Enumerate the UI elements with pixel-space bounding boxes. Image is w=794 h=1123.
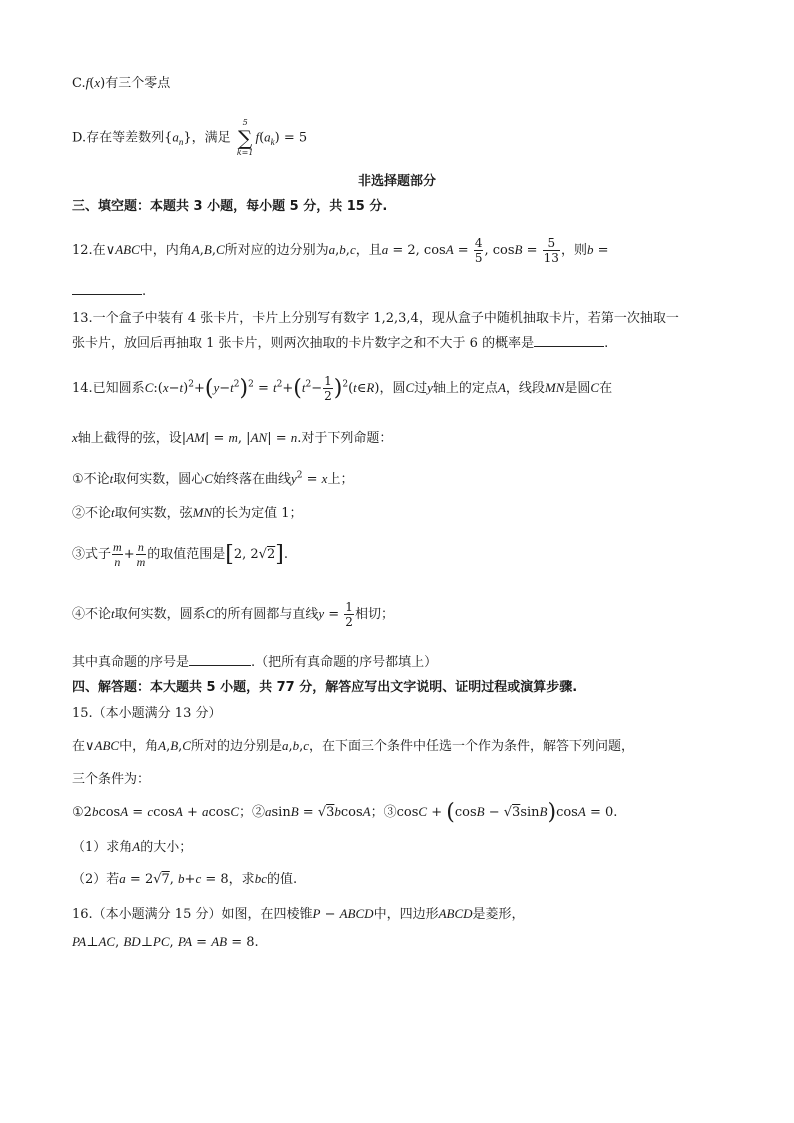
q14-p4a: ④不论 xyxy=(72,607,112,622)
q15-line1c: 所对的边分别是 xyxy=(190,739,282,754)
option-d: D.存在等差数列$\{a_n\}$，满足 5 ∑ k=1 $f(a_k) = 5$ xyxy=(72,118,308,157)
q14-prop4: ④不论t取何实数，圆系C的所有圆都与直线y = $\frac{1}{2}$ 相切； xyxy=(72,600,394,629)
q12-mid: 中，内角 xyxy=(139,243,192,258)
q15-sub1b: 的大小； xyxy=(140,840,193,855)
q14-end xyxy=(72,651,437,670)
option-c-text: 有三个零点 xyxy=(105,76,171,91)
q15-line1d: ，在下面三个条件中任选一个作为条件，解答下列问题， xyxy=(309,739,635,754)
q14-line2b: .对于下列命题： xyxy=(297,431,393,446)
q14-end-text: 其中真命题的序号是 xyxy=(72,655,190,670)
q14-p3a: ③式子 xyxy=(72,547,112,562)
q14-answer-blank xyxy=(189,653,251,666)
section-title: 非选择题部分 xyxy=(357,174,436,189)
q12-text: 所对应的边分别为 xyxy=(224,243,329,258)
question-12: 12.在∨ABC中，内角A,B,C所对应的边分别为a,b,c，且a = 2, cosA = $\frac{4}{5}$ , cosB = $\frac{5}{13}$ ，则b = xyxy=(72,236,609,265)
q14-after3: 轴上的定点 xyxy=(432,381,498,396)
q16-line1c: 是菱形， xyxy=(472,907,525,922)
q14-prop3: ③式子 $\frac{m}{n}$ + $\frac{n}{m}$ 的取值范围是[2, 2√2]. xyxy=(72,540,288,569)
q16-line1b: 中，四边形 xyxy=(373,907,439,922)
q15-line1b: 中，角 xyxy=(119,739,159,754)
q15-line2: 三个条件为： xyxy=(72,772,151,787)
q14-line1: 14.已知圆系$C:(x-t)^2+(y-t^2)^2 = t^2+(t^2-$ $\frac{1}{2}$ )$^2$(t∈R)，圆C过y轴上的定点A，线段MN是圆C在 xyxy=(72,374,613,403)
section4-header: 四、解答题：本大题共 5 小题，共 77 分，解答应写出文字说明、证明过程或演算步骤. xyxy=(72,680,578,695)
q15-sub2a: （2）若 xyxy=(72,872,120,887)
q14-line2a: 轴上截得的弦，设 xyxy=(77,431,182,446)
q15-line1: 在∨ABC中，角A,B,C所对的边分别是a,b,c，在下面三个条件中任选一个作为条件，解答下列问题， xyxy=(72,738,635,754)
q15-title: 15.（本小题满分 13 分） xyxy=(72,706,222,721)
q15-sub2c: 的值. xyxy=(266,872,298,887)
q13-line2: 张卡片，放回后再抽取 1 张卡片，则两次抽取的卡片数字之和不大于 6 的概率是 . xyxy=(72,336,609,351)
q14-prefix: 14.已知圆系 xyxy=(72,381,145,396)
q15-sub2b: ，求 xyxy=(228,872,255,887)
q14-end2: .（把所有真命题的序号都填上） xyxy=(251,655,438,670)
option-d-text: ，满足 xyxy=(191,130,231,146)
sum-symbol: 5 ∑ k=1 xyxy=(236,118,254,157)
q14-line2: x轴上截得的弦，设|AM| = m, |AN| = n.对于下列命题： xyxy=(72,430,393,446)
q15-conditions: ①2bcosA = ccosA + acosC；②asinB = √3bcosA；③cosC + (cosB − √3sinB)cosA = 0. xyxy=(72,800,618,825)
q15-sub1: （1）求角A的大小； xyxy=(72,839,193,855)
q14-p1d: 上； xyxy=(327,472,354,487)
q13-line2-text: 张卡片，放回后再抽取 1 张卡片，则两次抽取的卡片数字之和不大于 6 的概率是 xyxy=(72,336,535,351)
q12-prefix: 12.在 xyxy=(72,243,106,258)
option-d-label: D.存在等差数列 xyxy=(72,130,165,146)
q14-prop2: ②不论t取何实数，弦MN的长为定值 1； xyxy=(72,505,303,521)
q14-after6: 在 xyxy=(599,381,613,396)
q14-p4c: 的所有圆都与直线 xyxy=(214,607,319,622)
section3-header: 三、填空题：本题共 3 小题，每小题 5 分，共 15 分. xyxy=(72,199,388,214)
q14-after4: ，线段 xyxy=(505,381,545,396)
q14-after: ，圆 xyxy=(379,381,406,396)
option-c-label: C. xyxy=(72,76,86,91)
option-c: C.f(x)有三个零点 xyxy=(72,75,171,91)
q14-p2c: 的长为定值 1； xyxy=(212,506,303,521)
q14-p2b: 取何实数，弦 xyxy=(114,506,193,521)
q14-p1a: ①不论 xyxy=(72,472,110,487)
q13-answer-blank xyxy=(534,334,604,347)
q12-answer-blank: . xyxy=(72,282,146,299)
q14-p3b: 的取值范围是 xyxy=(147,547,226,562)
q16-line2: PA⊥AC, BD⊥PC, PA = AB = 8. xyxy=(72,934,259,950)
q15-line1a: 在 xyxy=(72,739,86,754)
q15-sub2: （2）若a = 2√7, b+c = 8，求bc的值. xyxy=(72,871,298,887)
q16-line1a: 16.（本小题满分 15 分）如图，在四棱锥 xyxy=(72,907,313,922)
q14-p4d: 相切； xyxy=(354,607,394,622)
q16-line1: 16.（本小题满分 15 分）如图，在四棱锥P − ABCD中，四边形ABCD是菱形， xyxy=(72,906,525,922)
q14-p1b: 取何实数，圆心 xyxy=(113,472,205,487)
q14-p2a: ②不论 xyxy=(72,506,112,521)
q13-line1: 13.一个盒子中装有 4 张卡片，卡片上分别写有数字 1,2,3,4，现从盒子中随机抽取卡片，若第一次抽取一 xyxy=(72,311,679,326)
q14-after2: 过 xyxy=(414,381,428,396)
q12-end: ，则 xyxy=(560,243,587,258)
q14-p1c: 始终落在曲线 xyxy=(212,472,291,487)
option-c-formula: f xyxy=(85,75,90,90)
q14-prop1: ①不论t取何实数，圆心C始终落在曲线$y^2 = x$上； xyxy=(72,470,354,487)
q15-sub1a: （1）求角 xyxy=(72,840,133,855)
q14-p4b: 取何实数，圆系 xyxy=(114,607,206,622)
q14-after5: 是圆 xyxy=(564,381,591,396)
